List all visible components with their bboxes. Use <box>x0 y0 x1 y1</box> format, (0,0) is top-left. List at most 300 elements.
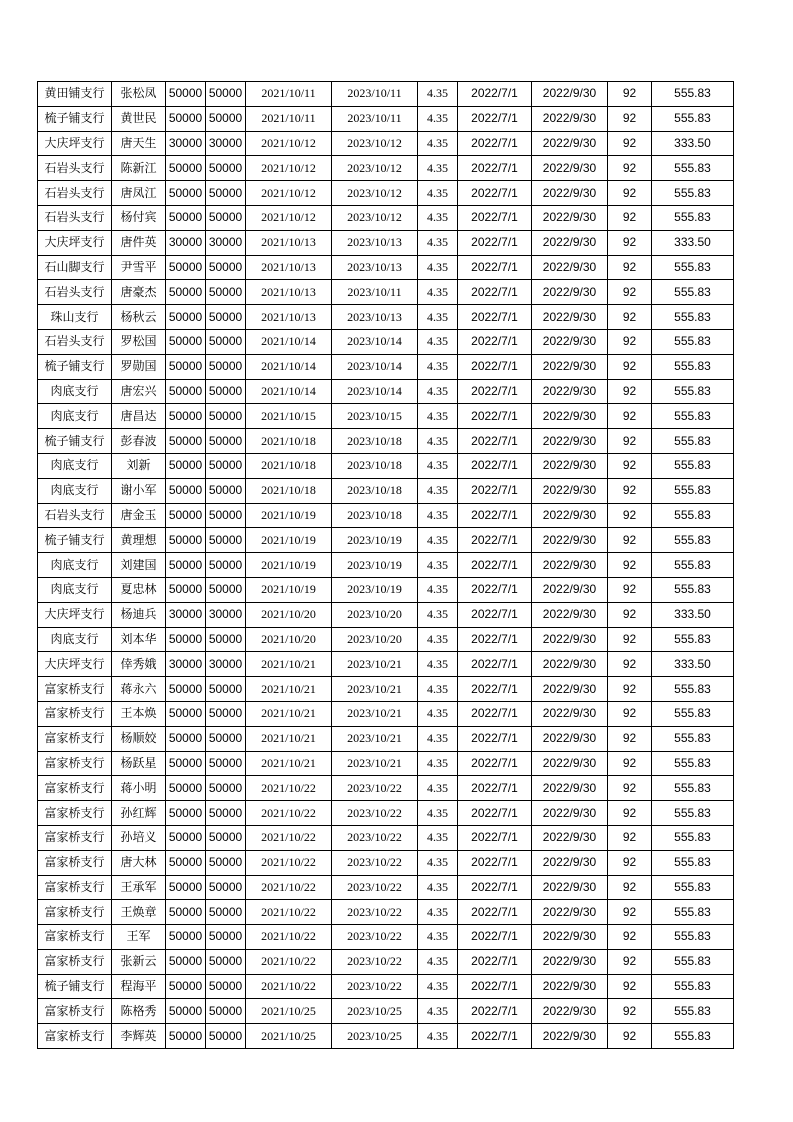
loan-amount-cell: 50000 <box>166 379 206 404</box>
period-start-cell: 2022/7/1 <box>458 850 532 875</box>
table-row <box>38 404 734 429</box>
period-start-cell: 2022/7/1 <box>458 329 532 354</box>
name-cell: 孙培义 <box>112 825 166 850</box>
period-end-cell: 2022/9/30 <box>532 280 608 305</box>
start-date-cell: 2021/10/21 <box>246 677 332 702</box>
rate-cell: 4.35 <box>418 825 458 850</box>
branch-cell: 大庆坪支行 <box>38 652 112 677</box>
loan-amount-cell: 50000 <box>166 825 206 850</box>
period-start-cell: 2022/7/1 <box>458 751 532 776</box>
name-cell: 唐件英 <box>112 230 166 255</box>
branch-cell: 石岩头支行 <box>38 280 112 305</box>
branch-cell: 石山脚支行 <box>38 255 112 280</box>
days-cell: 92 <box>608 230 652 255</box>
start-date-cell: 2021/10/22 <box>246 925 332 950</box>
rate-cell: 4.35 <box>418 701 458 726</box>
branch-cell: 石岩头支行 <box>38 503 112 528</box>
end-date-cell: 2023/10/19 <box>332 528 418 553</box>
days-cell: 92 <box>608 156 652 181</box>
end-date-cell: 2023/10/25 <box>332 1024 418 1049</box>
period-end-cell: 2022/9/30 <box>532 156 608 181</box>
period-start-cell: 2022/7/1 <box>458 701 532 726</box>
period-start-cell: 2022/7/1 <box>458 925 532 950</box>
end-date-cell: 2023/10/21 <box>332 701 418 726</box>
name-cell: 杨迪兵 <box>112 602 166 627</box>
branch-cell: 石岩头支行 <box>38 181 112 206</box>
days-cell: 92 <box>608 205 652 230</box>
rate-cell: 4.35 <box>418 230 458 255</box>
balance-cell: 50000 <box>206 329 246 354</box>
name-cell: 彭春波 <box>112 429 166 454</box>
start-date-cell: 2021/10/21 <box>246 652 332 677</box>
period-end-cell: 2022/9/30 <box>532 478 608 503</box>
period-start-cell: 2022/7/1 <box>458 429 532 454</box>
period-start-cell: 2022/7/1 <box>458 1024 532 1049</box>
rate-cell: 4.35 <box>418 602 458 627</box>
interest-cell: 555.83 <box>652 354 734 379</box>
balance-cell: 50000 <box>206 181 246 206</box>
table-row <box>38 677 734 702</box>
end-date-cell: 2023/10/21 <box>332 677 418 702</box>
name-cell: 唐大林 <box>112 850 166 875</box>
days-cell: 92 <box>608 850 652 875</box>
end-date-cell: 2023/10/22 <box>332 776 418 801</box>
days-cell: 92 <box>608 106 652 131</box>
name-cell: 夏忠林 <box>112 577 166 602</box>
period-end-cell: 2022/9/30 <box>532 801 608 826</box>
end-date-cell: 2023/10/22 <box>332 850 418 875</box>
days-cell: 92 <box>608 577 652 602</box>
loan-amount-cell: 50000 <box>166 528 206 553</box>
days-cell: 92 <box>608 354 652 379</box>
name-cell: 唐金玉 <box>112 503 166 528</box>
name-cell: 唐天生 <box>112 131 166 156</box>
interest-cell: 555.83 <box>652 925 734 950</box>
loan-interest-table <box>37 81 734 1049</box>
table-row <box>38 205 734 230</box>
interest-cell: 555.83 <box>652 553 734 578</box>
end-date-cell: 2023/10/22 <box>332 801 418 826</box>
loan-amount-cell: 50000 <box>166 553 206 578</box>
branch-cell: 肉底支行 <box>38 478 112 503</box>
interest-cell: 555.83 <box>652 255 734 280</box>
balance-cell: 50000 <box>206 255 246 280</box>
loan-amount-cell: 50000 <box>166 949 206 974</box>
start-date-cell: 2021/10/22 <box>246 900 332 925</box>
branch-cell: 黄田铺支行 <box>38 82 112 107</box>
name-cell: 张新云 <box>112 949 166 974</box>
rate-cell: 4.35 <box>418 305 458 330</box>
branch-cell: 富家桥支行 <box>38 925 112 950</box>
name-cell: 唐昌达 <box>112 404 166 429</box>
interest-cell: 555.83 <box>652 305 734 330</box>
name-cell: 张松凤 <box>112 82 166 107</box>
balance-cell: 50000 <box>206 850 246 875</box>
rate-cell: 4.35 <box>418 627 458 652</box>
period-end-cell: 2022/9/30 <box>532 1024 608 1049</box>
start-date-cell: 2021/10/22 <box>246 801 332 826</box>
interest-cell: 555.83 <box>652 726 734 751</box>
period-start-cell: 2022/7/1 <box>458 131 532 156</box>
period-start-cell: 2022/7/1 <box>458 602 532 627</box>
period-start-cell: 2022/7/1 <box>458 453 532 478</box>
interest-cell: 555.83 <box>652 801 734 826</box>
days-cell: 92 <box>608 776 652 801</box>
start-date-cell: 2021/10/13 <box>246 230 332 255</box>
end-date-cell: 2023/10/14 <box>332 329 418 354</box>
start-date-cell: 2021/10/13 <box>246 305 332 330</box>
days-cell: 92 <box>608 305 652 330</box>
period-end-cell: 2022/9/30 <box>532 82 608 107</box>
name-cell: 黄理想 <box>112 528 166 553</box>
loan-amount-cell: 50000 <box>166 354 206 379</box>
days-cell: 92 <box>608 528 652 553</box>
name-cell: 尹雪平 <box>112 255 166 280</box>
table-row <box>38 230 734 255</box>
rate-cell: 4.35 <box>418 205 458 230</box>
period-start-cell: 2022/7/1 <box>458 379 532 404</box>
days-cell: 92 <box>608 627 652 652</box>
end-date-cell: 2023/10/22 <box>332 900 418 925</box>
loan-amount-cell: 50000 <box>166 181 206 206</box>
balance-cell: 50000 <box>206 553 246 578</box>
period-start-cell: 2022/7/1 <box>458 776 532 801</box>
branch-cell: 富家桥支行 <box>38 875 112 900</box>
rate-cell: 4.35 <box>418 106 458 131</box>
branch-cell: 肉底支行 <box>38 404 112 429</box>
interest-cell: 333.50 <box>652 602 734 627</box>
table-row <box>38 801 734 826</box>
name-cell: 唐凤江 <box>112 181 166 206</box>
rate-cell: 4.35 <box>418 404 458 429</box>
rate-cell: 4.35 <box>418 379 458 404</box>
end-date-cell: 2023/10/21 <box>332 751 418 776</box>
days-cell: 92 <box>608 553 652 578</box>
end-date-cell: 2023/10/12 <box>332 131 418 156</box>
end-date-cell: 2023/10/20 <box>332 627 418 652</box>
period-start-cell: 2022/7/1 <box>458 181 532 206</box>
name-cell: 李辉英 <box>112 1024 166 1049</box>
branch-cell: 石岩头支行 <box>38 205 112 230</box>
interest-cell: 555.83 <box>652 156 734 181</box>
rate-cell: 4.35 <box>418 503 458 528</box>
end-date-cell: 2023/10/13 <box>332 230 418 255</box>
end-date-cell: 2023/10/22 <box>332 949 418 974</box>
name-cell: 刘新 <box>112 453 166 478</box>
start-date-cell: 2021/10/12 <box>246 156 332 181</box>
table-row <box>38 577 734 602</box>
days-cell: 92 <box>608 404 652 429</box>
rate-cell: 4.35 <box>418 726 458 751</box>
table-row <box>38 453 734 478</box>
end-date-cell: 2023/10/25 <box>332 999 418 1024</box>
balance-cell: 50000 <box>206 925 246 950</box>
branch-cell: 大庆坪支行 <box>38 602 112 627</box>
balance-cell: 30000 <box>206 230 246 255</box>
balance-cell: 50000 <box>206 726 246 751</box>
rate-cell: 4.35 <box>418 776 458 801</box>
branch-cell: 梳子铺支行 <box>38 429 112 454</box>
balance-cell: 50000 <box>206 82 246 107</box>
start-date-cell: 2021/10/12 <box>246 205 332 230</box>
balance-cell: 30000 <box>206 602 246 627</box>
rate-cell: 4.35 <box>418 925 458 950</box>
name-cell: 倖秀娥 <box>112 652 166 677</box>
branch-cell: 富家桥支行 <box>38 850 112 875</box>
rate-cell: 4.35 <box>418 1024 458 1049</box>
start-date-cell: 2021/10/18 <box>246 478 332 503</box>
table-row <box>38 503 734 528</box>
interest-cell: 555.83 <box>652 106 734 131</box>
period-end-cell: 2022/9/30 <box>532 602 608 627</box>
days-cell: 92 <box>608 825 652 850</box>
end-date-cell: 2023/10/18 <box>332 429 418 454</box>
interest-cell: 555.83 <box>652 974 734 999</box>
period-end-cell: 2022/9/30 <box>532 875 608 900</box>
balance-cell: 50000 <box>206 305 246 330</box>
start-date-cell: 2021/10/13 <box>246 280 332 305</box>
table-row <box>38 974 734 999</box>
rate-cell: 4.35 <box>418 280 458 305</box>
branch-cell: 珠山支行 <box>38 305 112 330</box>
branch-cell: 石岩头支行 <box>38 156 112 181</box>
period-end-cell: 2022/9/30 <box>532 925 608 950</box>
table-row <box>38 379 734 404</box>
end-date-cell: 2023/10/19 <box>332 553 418 578</box>
start-date-cell: 2021/10/21 <box>246 726 332 751</box>
period-end-cell: 2022/9/30 <box>532 627 608 652</box>
branch-cell: 梳子铺支行 <box>38 974 112 999</box>
loan-amount-cell: 50000 <box>166 1024 206 1049</box>
interest-cell: 333.50 <box>652 652 734 677</box>
days-cell: 92 <box>608 801 652 826</box>
period-end-cell: 2022/9/30 <box>532 429 608 454</box>
balance-cell: 50000 <box>206 875 246 900</box>
days-cell: 92 <box>608 949 652 974</box>
branch-cell: 富家桥支行 <box>38 949 112 974</box>
name-cell: 唐宏兴 <box>112 379 166 404</box>
period-start-cell: 2022/7/1 <box>458 503 532 528</box>
period-end-cell: 2022/9/30 <box>532 181 608 206</box>
rate-cell: 4.35 <box>418 528 458 553</box>
start-date-cell: 2021/10/22 <box>246 825 332 850</box>
loan-amount-cell: 50000 <box>166 478 206 503</box>
table-row <box>38 156 734 181</box>
loan-amount-cell: 50000 <box>166 156 206 181</box>
interest-cell: 555.83 <box>652 825 734 850</box>
days-cell: 92 <box>608 602 652 627</box>
period-start-cell: 2022/7/1 <box>458 528 532 553</box>
rate-cell: 4.35 <box>418 652 458 677</box>
end-date-cell: 2023/10/12 <box>332 181 418 206</box>
period-end-cell: 2022/9/30 <box>532 255 608 280</box>
interest-cell: 555.83 <box>652 503 734 528</box>
balance-cell: 50000 <box>206 999 246 1024</box>
interest-cell: 555.83 <box>652 453 734 478</box>
days-cell: 92 <box>608 701 652 726</box>
period-end-cell: 2022/9/30 <box>532 949 608 974</box>
table-row <box>38 354 734 379</box>
days-cell: 92 <box>608 1024 652 1049</box>
start-date-cell: 2021/10/18 <box>246 453 332 478</box>
name-cell: 蒋永六 <box>112 677 166 702</box>
branch-cell: 富家桥支行 <box>38 900 112 925</box>
branch-cell: 肉底支行 <box>38 379 112 404</box>
interest-cell: 555.83 <box>652 429 734 454</box>
period-end-cell: 2022/9/30 <box>532 776 608 801</box>
period-start-cell: 2022/7/1 <box>458 801 532 826</box>
branch-cell: 大庆坪支行 <box>38 230 112 255</box>
name-cell: 谢小军 <box>112 478 166 503</box>
balance-cell: 50000 <box>206 900 246 925</box>
balance-cell: 50000 <box>206 280 246 305</box>
interest-cell: 555.83 <box>652 82 734 107</box>
period-end-cell: 2022/9/30 <box>532 528 608 553</box>
period-end-cell: 2022/9/30 <box>532 305 608 330</box>
table-row <box>38 478 734 503</box>
interest-cell: 555.83 <box>652 999 734 1024</box>
end-date-cell: 2023/10/22 <box>332 925 418 950</box>
table-row <box>38 528 734 553</box>
end-date-cell: 2023/10/21 <box>332 726 418 751</box>
start-date-cell: 2021/10/20 <box>246 602 332 627</box>
branch-cell: 大庆坪支行 <box>38 131 112 156</box>
days-cell: 92 <box>608 379 652 404</box>
start-date-cell: 2021/10/25 <box>246 1024 332 1049</box>
rate-cell: 4.35 <box>418 329 458 354</box>
name-cell: 王军 <box>112 925 166 950</box>
table-row <box>38 82 734 107</box>
period-end-cell: 2022/9/30 <box>532 900 608 925</box>
days-cell: 92 <box>608 974 652 999</box>
end-date-cell: 2023/10/14 <box>332 379 418 404</box>
period-start-cell: 2022/7/1 <box>458 726 532 751</box>
period-start-cell: 2022/7/1 <box>458 230 532 255</box>
rate-cell: 4.35 <box>418 801 458 826</box>
period-start-cell: 2022/7/1 <box>458 875 532 900</box>
period-end-cell: 2022/9/30 <box>532 503 608 528</box>
period-start-cell: 2022/7/1 <box>458 280 532 305</box>
branch-cell: 梳子铺支行 <box>38 528 112 553</box>
interest-cell: 555.83 <box>652 751 734 776</box>
period-start-cell: 2022/7/1 <box>458 156 532 181</box>
start-date-cell: 2021/10/21 <box>246 751 332 776</box>
loan-amount-cell: 50000 <box>166 503 206 528</box>
rate-cell: 4.35 <box>418 875 458 900</box>
start-date-cell: 2021/10/19 <box>246 553 332 578</box>
period-end-cell: 2022/9/30 <box>532 825 608 850</box>
table-row <box>38 999 734 1024</box>
loan-amount-cell: 50000 <box>166 106 206 131</box>
interest-cell: 555.83 <box>652 404 734 429</box>
end-date-cell: 2023/10/11 <box>332 82 418 107</box>
rate-cell: 4.35 <box>418 577 458 602</box>
end-date-cell: 2023/10/20 <box>332 602 418 627</box>
loan-amount-cell: 50000 <box>166 999 206 1024</box>
balance-cell: 50000 <box>206 205 246 230</box>
loan-amount-cell: 50000 <box>166 82 206 107</box>
interest-cell: 555.83 <box>652 1024 734 1049</box>
rate-cell: 4.35 <box>418 751 458 776</box>
days-cell: 92 <box>608 503 652 528</box>
start-date-cell: 2021/10/22 <box>246 974 332 999</box>
days-cell: 92 <box>608 131 652 156</box>
days-cell: 92 <box>608 925 652 950</box>
days-cell: 92 <box>608 478 652 503</box>
loan-amount-cell: 30000 <box>166 602 206 627</box>
end-date-cell: 2023/10/12 <box>332 156 418 181</box>
start-date-cell: 2021/10/14 <box>246 329 332 354</box>
table-row <box>38 106 734 131</box>
days-cell: 92 <box>608 652 652 677</box>
branch-cell: 肉底支行 <box>38 577 112 602</box>
interest-cell: 555.83 <box>652 528 734 553</box>
table-row <box>38 875 734 900</box>
table-row <box>38 280 734 305</box>
balance-cell: 50000 <box>206 404 246 429</box>
name-cell: 唐豪杰 <box>112 280 166 305</box>
loan-amount-cell: 50000 <box>166 627 206 652</box>
interest-cell: 555.83 <box>652 627 734 652</box>
loan-amount-cell: 50000 <box>166 205 206 230</box>
loan-amount-cell: 50000 <box>166 850 206 875</box>
loan-amount-cell: 50000 <box>166 677 206 702</box>
interest-cell: 555.83 <box>652 701 734 726</box>
rate-cell: 4.35 <box>418 478 458 503</box>
name-cell: 杨付宾 <box>112 205 166 230</box>
name-cell: 陈新江 <box>112 156 166 181</box>
days-cell: 92 <box>608 453 652 478</box>
name-cell: 杨跃星 <box>112 751 166 776</box>
name-cell: 蒋小明 <box>112 776 166 801</box>
balance-cell: 50000 <box>206 825 246 850</box>
table-row <box>38 181 734 206</box>
branch-cell: 富家桥支行 <box>38 999 112 1024</box>
end-date-cell: 2023/10/21 <box>332 652 418 677</box>
balance-cell: 50000 <box>206 379 246 404</box>
table-body <box>38 82 734 1049</box>
loan-amount-cell: 30000 <box>166 230 206 255</box>
period-start-cell: 2022/7/1 <box>458 900 532 925</box>
end-date-cell: 2023/10/22 <box>332 974 418 999</box>
name-cell: 刘建国 <box>112 553 166 578</box>
end-date-cell: 2023/10/13 <box>332 305 418 330</box>
table-row <box>38 553 734 578</box>
interest-cell: 555.83 <box>652 850 734 875</box>
loan-amount-cell: 50000 <box>166 453 206 478</box>
rate-cell: 4.35 <box>418 156 458 181</box>
interest-cell: 555.83 <box>652 205 734 230</box>
period-end-cell: 2022/9/30 <box>532 751 608 776</box>
name-cell: 孙红辉 <box>112 801 166 826</box>
end-date-cell: 2023/10/13 <box>332 255 418 280</box>
start-date-cell: 2021/10/13 <box>246 255 332 280</box>
interest-cell: 555.83 <box>652 181 734 206</box>
name-cell: 王承军 <box>112 875 166 900</box>
branch-cell: 富家桥支行 <box>38 751 112 776</box>
end-date-cell: 2023/10/15 <box>332 404 418 429</box>
rate-cell: 4.35 <box>418 900 458 925</box>
end-date-cell: 2023/10/14 <box>332 354 418 379</box>
period-end-cell: 2022/9/30 <box>532 999 608 1024</box>
rate-cell: 4.35 <box>418 553 458 578</box>
end-date-cell: 2023/10/11 <box>332 106 418 131</box>
end-date-cell: 2023/10/18 <box>332 503 418 528</box>
table-row <box>38 305 734 330</box>
days-cell: 92 <box>608 677 652 702</box>
rate-cell: 4.35 <box>418 255 458 280</box>
name-cell: 罗松国 <box>112 329 166 354</box>
